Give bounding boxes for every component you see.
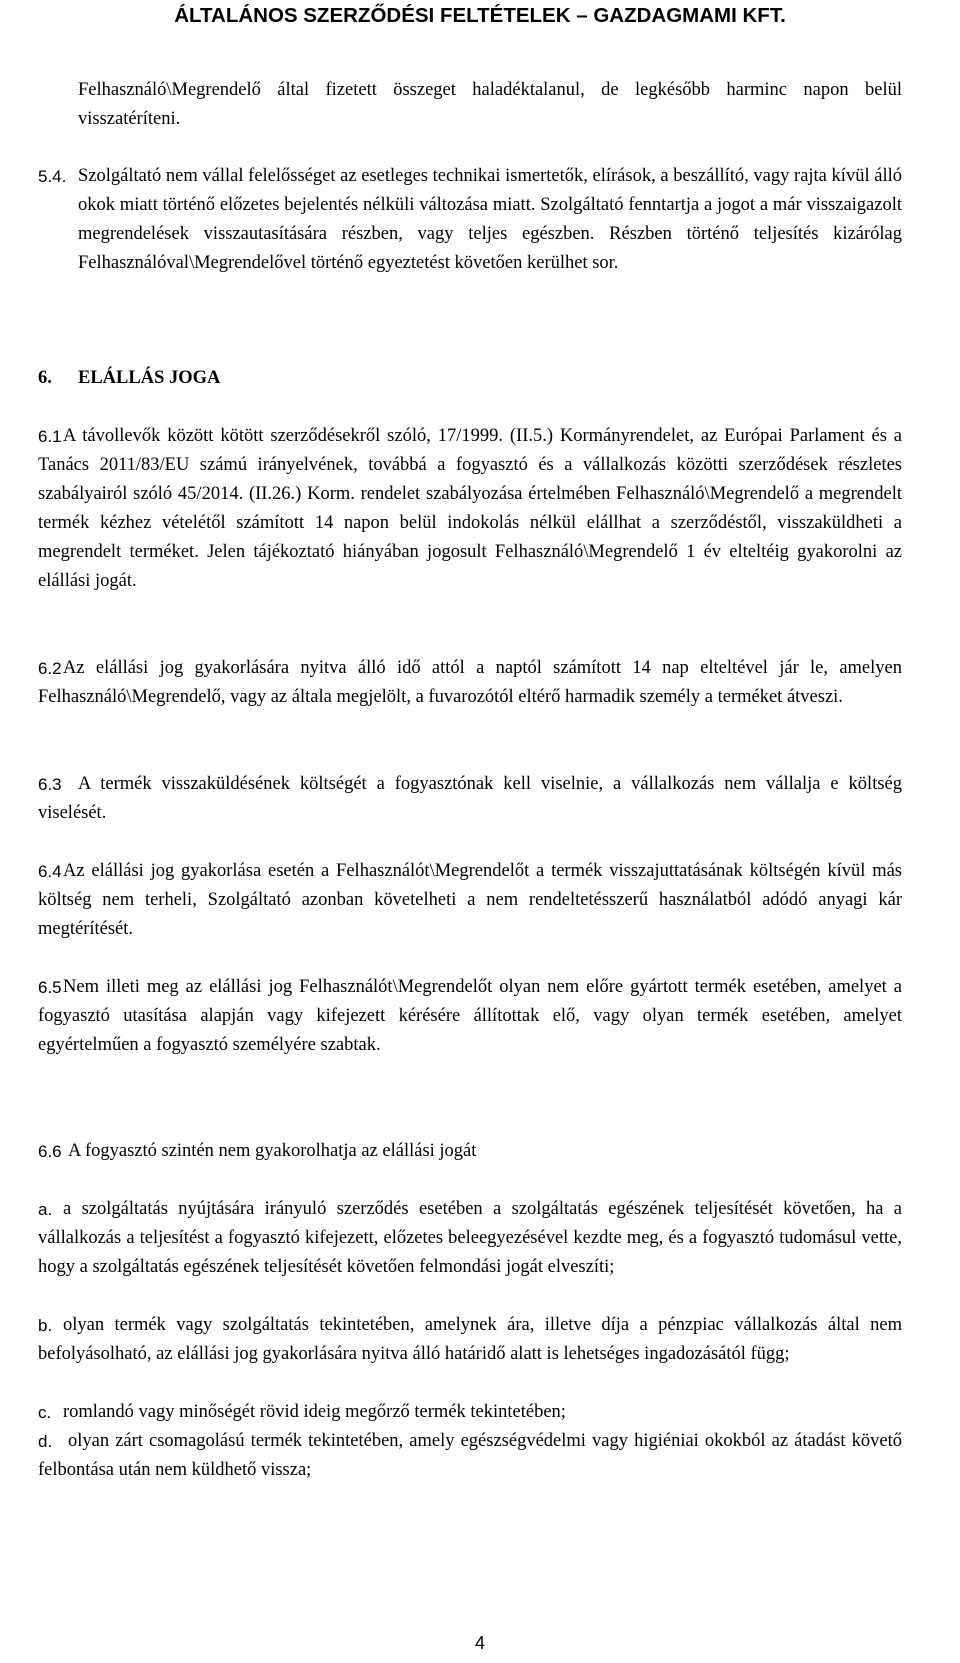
section-6-6-text: A fogyasztó szintén nem gyakorolhatja az elállási jogát: [68, 1141, 477, 1161]
section-number-6-5: 6.5: [38, 978, 62, 997]
section-6-4-text: Az elállási jog gyakorlása esetén a Felhasználót\Megrendelőt a termék visszajuttatásának költségén kívül más költség nem terheli, Szolgáltató azonban követelheti a nem rendeltetésszerű használatból adódó anyagi kár megtérítését.: [38, 861, 902, 939]
page-number: 4: [474, 1633, 485, 1653]
list-label-a: a.: [38, 1200, 53, 1219]
intro-paragraph: Felhasználó\Megrendelő által fizetett összeget haladéktalanul, de legkésőbb harminc napon belül visszatéríteni.: [78, 80, 902, 129]
list-item-c: romlandó vagy minőségét rövid ideig megőrző termék tekintetében;: [63, 1402, 566, 1422]
section-number-5-4: 5.4.: [38, 167, 67, 186]
section-6-3-text: A termék visszaküldésének költségét a fogyasztónak kell viselnie, a vállalkozás nem vállalja e költség viselését.: [38, 774, 902, 823]
section-6-title: ELÁLLÁS JOGA: [78, 368, 221, 388]
section-number-6-4: 6.4: [38, 862, 62, 881]
list-item-b: olyan termék vagy szolgáltatás tekintetében, amelynek ára, illetve díja a pénzpiac vállalkozás által nem befolyásolható, az elállási jog gyakorlására nyitva álló határidő alatt is lehetséges ingadozásától függ;: [38, 1315, 902, 1364]
section-number-6: 6.: [38, 368, 52, 388]
section-number-6-1: 6.1: [38, 427, 62, 446]
section-5-4-text: Szolgáltató nem vállal felelősséget az esetleges technikai ismertetők, elírások, a beszállító, vagy rajta kívül álló okok miatt történő előzetes bejelentés nélküli változása miatt. Szolgáltató fenntartja a jogot a már visszaigazolt megrendelések visszautasítására részben, vagy teljes egészben. Részben történő teljesítés kizárólag Felhasználóval\Megrendelővel történő egyeztetést követően kerülhet sor.: [78, 166, 902, 273]
list-label-d: d.: [38, 1432, 53, 1451]
list-label-b: b.: [38, 1316, 53, 1335]
section-number-6-6: 6.6: [38, 1142, 62, 1161]
list-item-a: a szolgáltatás nyújtására irányuló szerződés esetében a szolgáltatás egészének teljesítését követően, ha a vállalkozás a teljesítést a fogyasztó kifejezett, előzetes beleegyezésével kezdte meg, és a fogyasztó tudomásul vette, hogy a szolgáltatás egészének teljesítését követően felmondási jogát elveszíti;: [38, 1199, 902, 1277]
section-6-2-text: Az elállási jog gyakorlására nyitva álló idő attól a naptól számított 14 nap elteltével jár le, amelyen Felhasználó\Megrendelő, vagy az általa megjelölt, a fuvarozótól eltérő harmadik személy a terméket átveszi.: [38, 658, 902, 707]
section-number-6-3: 6.3: [38, 775, 62, 794]
section-number-6-2: 6.2: [38, 659, 62, 678]
document-header: ÁLTALÁNOS SZERZŐDÉSI FELTÉTELEK – GAZDAGMAMI KFT.: [174, 4, 786, 27]
list-item-d: olyan zárt csomagolású termék tekintetében, amely egészségvédelmi vagy higiéniai okokból az átadást követő felbontása után nem küldhető vissza;: [38, 1431, 902, 1480]
section-6-1-text: A távollevők között kötött szerződésekről szóló, 17/1999. (II.5.) Kormányrendelet, az Európai Parlament és a Tanács 2011/83/EU számú irányelvének, továbbá a fogyasztó és a vállalkozás közötti szerződések részletes szabályairól szóló 45/2014. (II.26.) Korm. rendelet szabályozása értelmében Felhasználó\Megrendelő a megrendelt termék kézhez vételétől számított 14 napon belül indokolás nélkül elállhat a szerződéstől, visszaküldheti a megrendelt terméket. Jelen tájékoztató hiányában jogosult Felhasználó\Megrendelő 1 év elteltéig gyakorolni az elállási jogát.: [38, 426, 902, 591]
section-6-5-text: Nem illeti meg az elállási jog Felhasználót\Megrendelőt olyan nem előre gyártott termék esetében, amelyet a fogyasztó utasítása alapján vagy kifejezett kérésére állítottak elő, vagy olyan termék esetében, amelyet egyértelműen a fogyasztó személyére szabtak.: [38, 977, 902, 1055]
list-label-c: c.: [38, 1403, 52, 1422]
